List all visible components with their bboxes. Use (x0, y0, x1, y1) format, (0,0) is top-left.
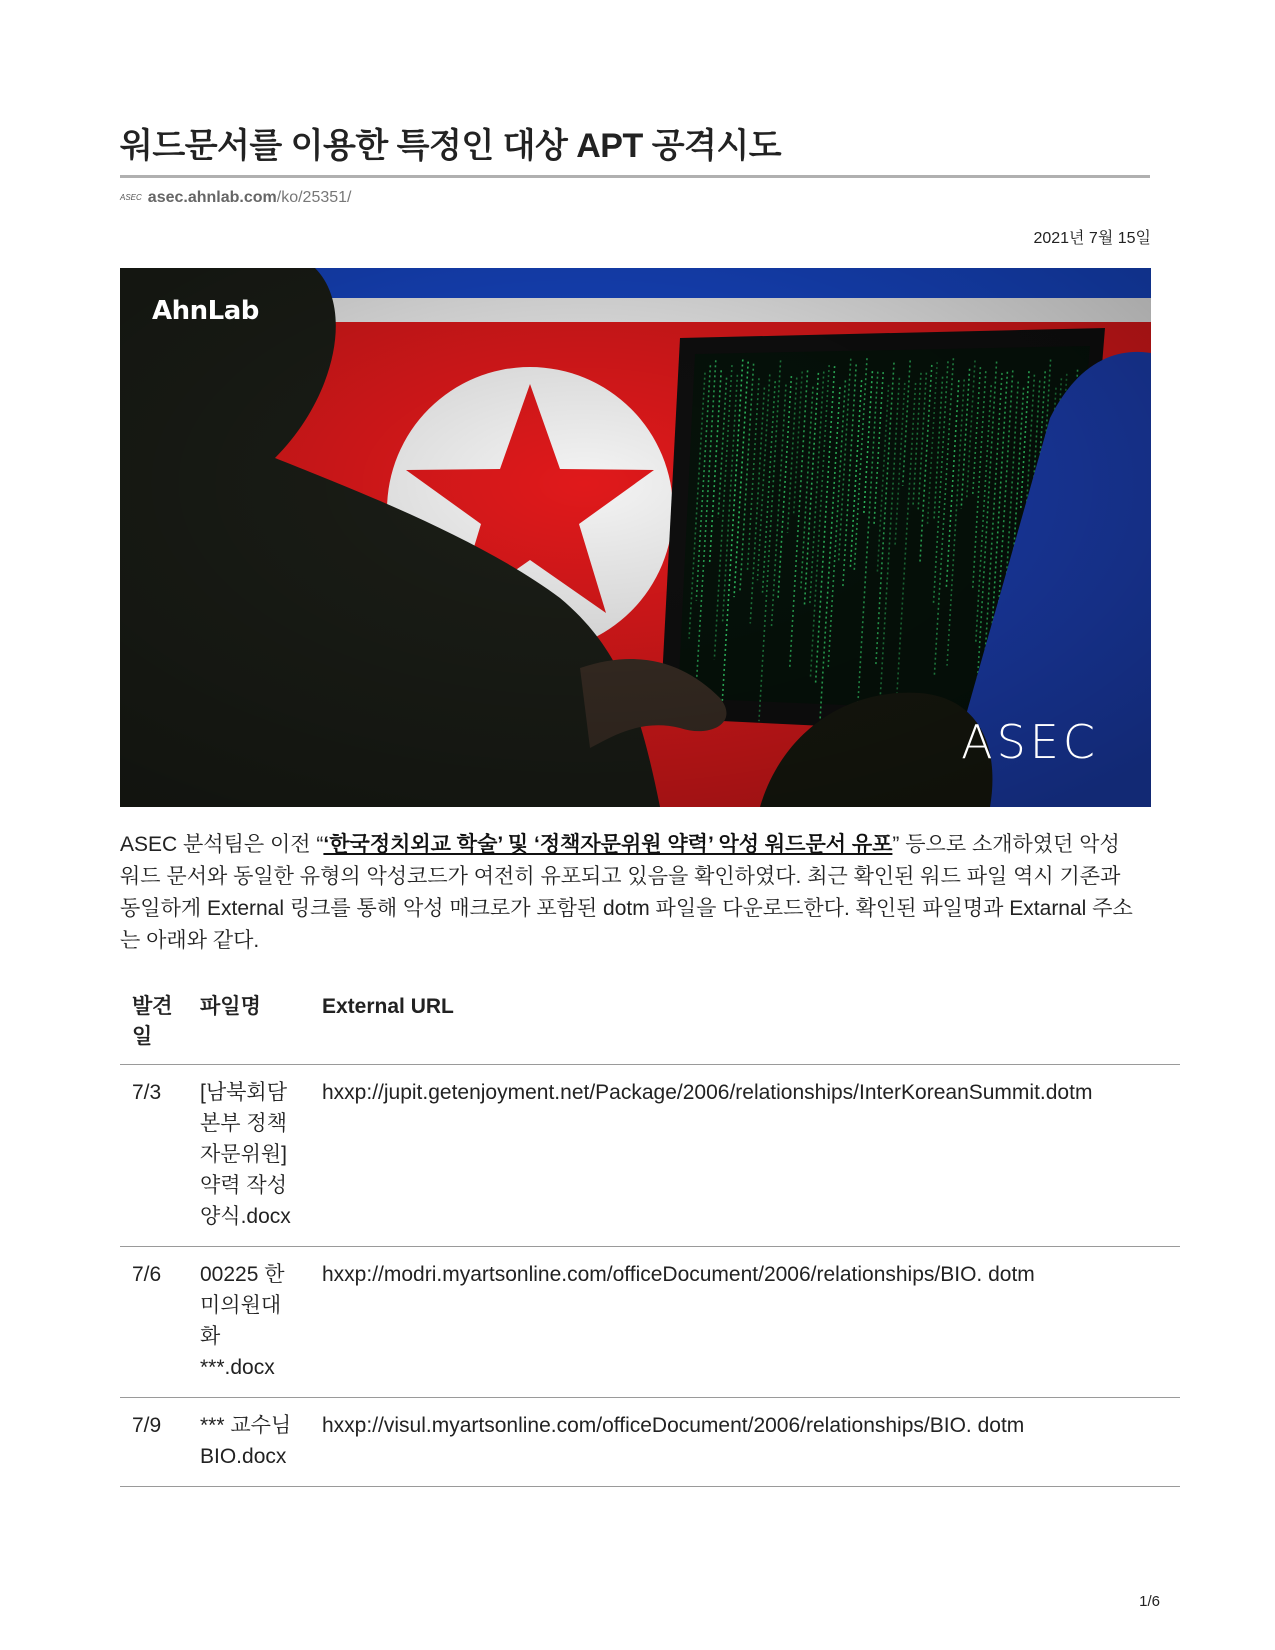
asec-favicon-icon: ASEC (120, 193, 142, 202)
row-date: 7/9 (132, 1414, 162, 1437)
row-filename: *** 교수님 BIO.docx (200, 1414, 292, 1468)
asec-logo: ASEC (961, 715, 1099, 769)
table-header-row (120, 984, 1180, 1065)
row-date: 7/3 (132, 1081, 162, 1104)
source-domain: asec.ahnlab.com (147, 189, 277, 206)
intro-prefix: ASEC 분석팀은 이전 “ (120, 833, 324, 856)
table-row (120, 1247, 1180, 1398)
malicious-files-table (120, 984, 1180, 1487)
previous-report-link[interactable]: ‘한국정치외교 학술’ 및 ‘정책자문위원 약력’ 악성 워드문서 유포 (323, 833, 893, 856)
header-detected-date: 발견일 (132, 995, 173, 1048)
row-url: hxxp://modri.myartsonline.com/officeDocument/2006/relationships/BIO. dotm (322, 1263, 1035, 1286)
table-row (120, 1065, 1180, 1247)
intro-suffix: ” 등으로 소개하였던 악성 워드 문서와 동일한 유형의 악성코드가 여전히 유포되고 있음을 확인하였다. 최근 확인된 워드 파일 역시 기존과 동일하게 External 링크를 통해 악성 매크로가 포함된 dotm 파일을 다운로드한다. 확인된 파일명과 Extarnal 주소는 아래와 같다. (120, 833, 1133, 952)
row-filename: [남북회담본부 정책자문위원] 약력 작성 양식.docx (200, 1081, 291, 1228)
hero-image (120, 268, 1151, 807)
row-url: hxxp://jupit.getenjoyment.net/Package/2006/relationships/InterKoreanSummit.dotm (322, 1081, 1093, 1104)
row-url: hxxp://visul.myartsonline.com/officeDocument/2006/relationships/BIO. dotm (322, 1414, 1025, 1437)
header-filename: 파일명 (200, 995, 261, 1018)
intro-paragraph (120, 829, 1135, 957)
ahnlab-logo: AhnLab (152, 296, 259, 326)
row-date: 7/6 (132, 1263, 162, 1286)
source-path: /ko/25351/ (276, 189, 352, 206)
row-filename: 00225 한미의원대화 ***.docx (200, 1263, 285, 1379)
title-divider (120, 175, 1150, 178)
source-link[interactable] (120, 189, 351, 207)
article-title: 워드문서를 이용한 특정인 대상 APT 공격시도 (120, 127, 782, 165)
table-row (120, 1398, 1180, 1487)
page-number: 1/6 (1139, 1593, 1160, 1610)
publish-date: 2021년 7월 15일 (1033, 230, 1151, 247)
header-external-url: External URL (322, 995, 454, 1018)
